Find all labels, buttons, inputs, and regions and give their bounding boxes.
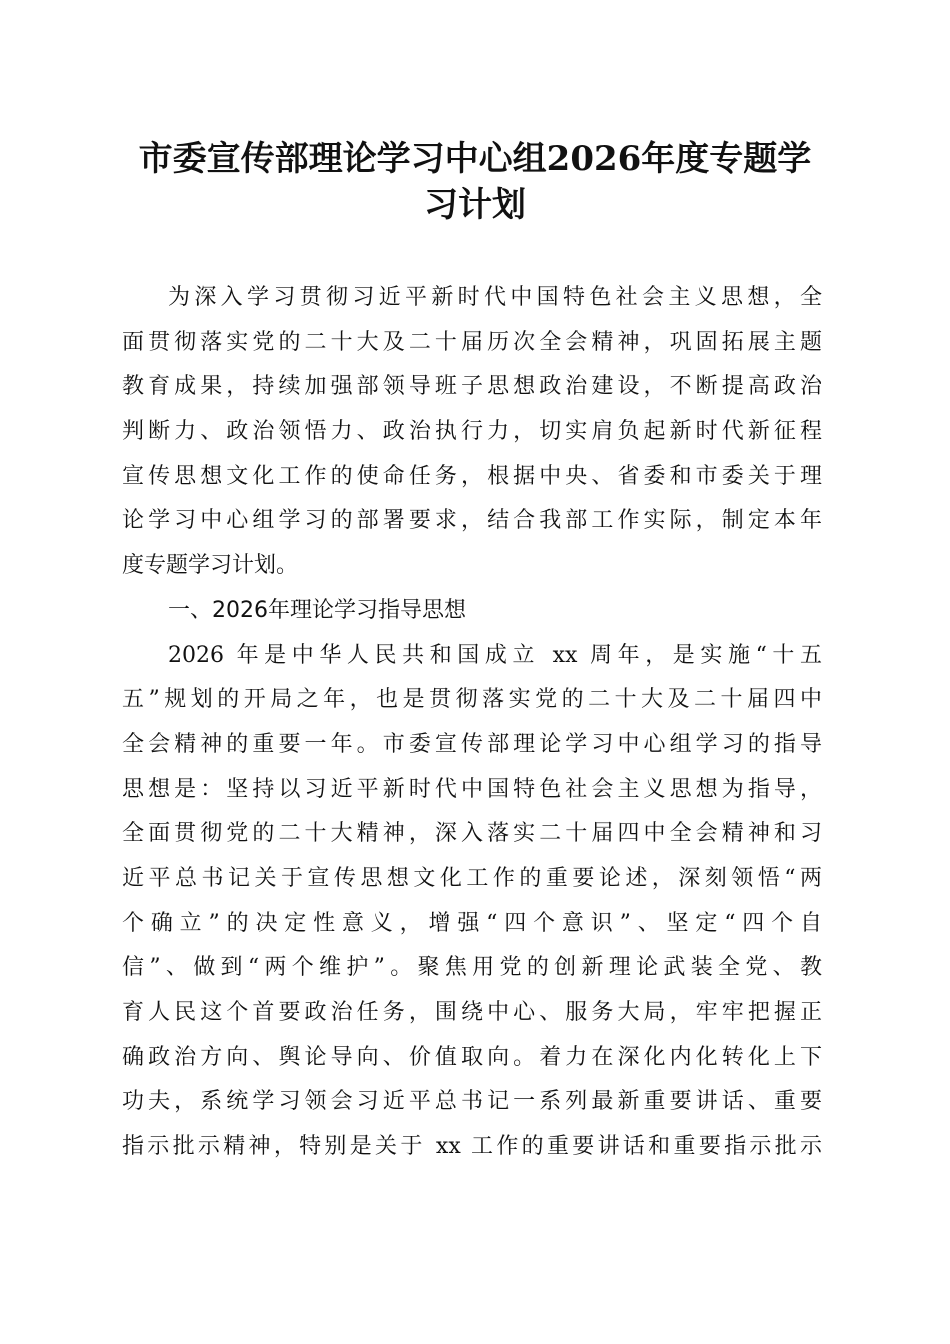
text-line: 个确立”的决定性意义，增强“四个意识”、坚定“四个自: [122, 910, 822, 936]
text-line: 近平总书记关于宣传思想文化工作的重要论述，深刻领悟“两: [122, 865, 822, 891]
text-line: 面贯彻落实党的二十大及二十届历次全会精神，巩固拓展主题: [122, 329, 822, 355]
text-line: 度专题学习计划。: [122, 553, 299, 579]
text-line: 育人民这个首要政治任务，围绕中心、服务大局，牢牢把握正: [122, 1000, 822, 1025]
text-line: 五”规划的开局之年，也是贯彻落实党的二十大及二十届四中: [122, 687, 822, 713]
document-body: [122, 276, 822, 1170]
text-line: 教育成果，持续加强部领导班子思想政治建设，不断提高政治: [122, 374, 822, 400]
title-line: 市委宣传部理论学习中心组2026年度专题学: [138, 139, 812, 179]
text-line: 全面贯彻党的二十大精神，深入落实二十届四中全会精神和习: [122, 821, 822, 847]
text-line: 宣传思想文化工作的使命任务，根据中央、省委和市委关于理: [122, 463, 822, 489]
text-line: 论学习中心组学习的部署要求，结合我部工作实际，制定本年: [122, 508, 822, 534]
text-line: 确政治方向、舆论导向、价值取向。着力在深化内化转化上下: [122, 1044, 822, 1070]
text-line: 思想是：坚持以习近平新时代中国特色社会主义思想为指导，: [122, 776, 822, 802]
text-line: 全会精神的重要一年。市委宣传部理论学习中心组学习的指导: [122, 731, 822, 757]
section-heading: 一、2026年理论学习指导思想: [168, 597, 466, 623]
text-line: 功夫，系统学习领会习近平总书记一系列最新重要讲话、重要: [122, 1089, 822, 1115]
text-line: 信”、做到“两个维护”。聚焦用党的创新理论武装全党、教: [122, 955, 822, 981]
title-line: 习计划: [424, 185, 526, 225]
text-line: 指示批示精神，特别是关于 xx 工作的重要讲话和重要指示批示: [122, 1134, 822, 1160]
intro-paragraph: [122, 276, 822, 589]
text-line: 2026 年是中华人民共和国成立 xx 周年，是实施“十五: [168, 642, 822, 668]
text-line: 判断力、政治领悟力、政治执行力，切实肩负起新时代新征程: [122, 419, 822, 445]
text-line: 为深入学习贯彻习近平新时代中国特色社会主义思想，全: [168, 285, 822, 310]
document-title: [120, 136, 830, 228]
section1-paragraph: [122, 634, 822, 1170]
